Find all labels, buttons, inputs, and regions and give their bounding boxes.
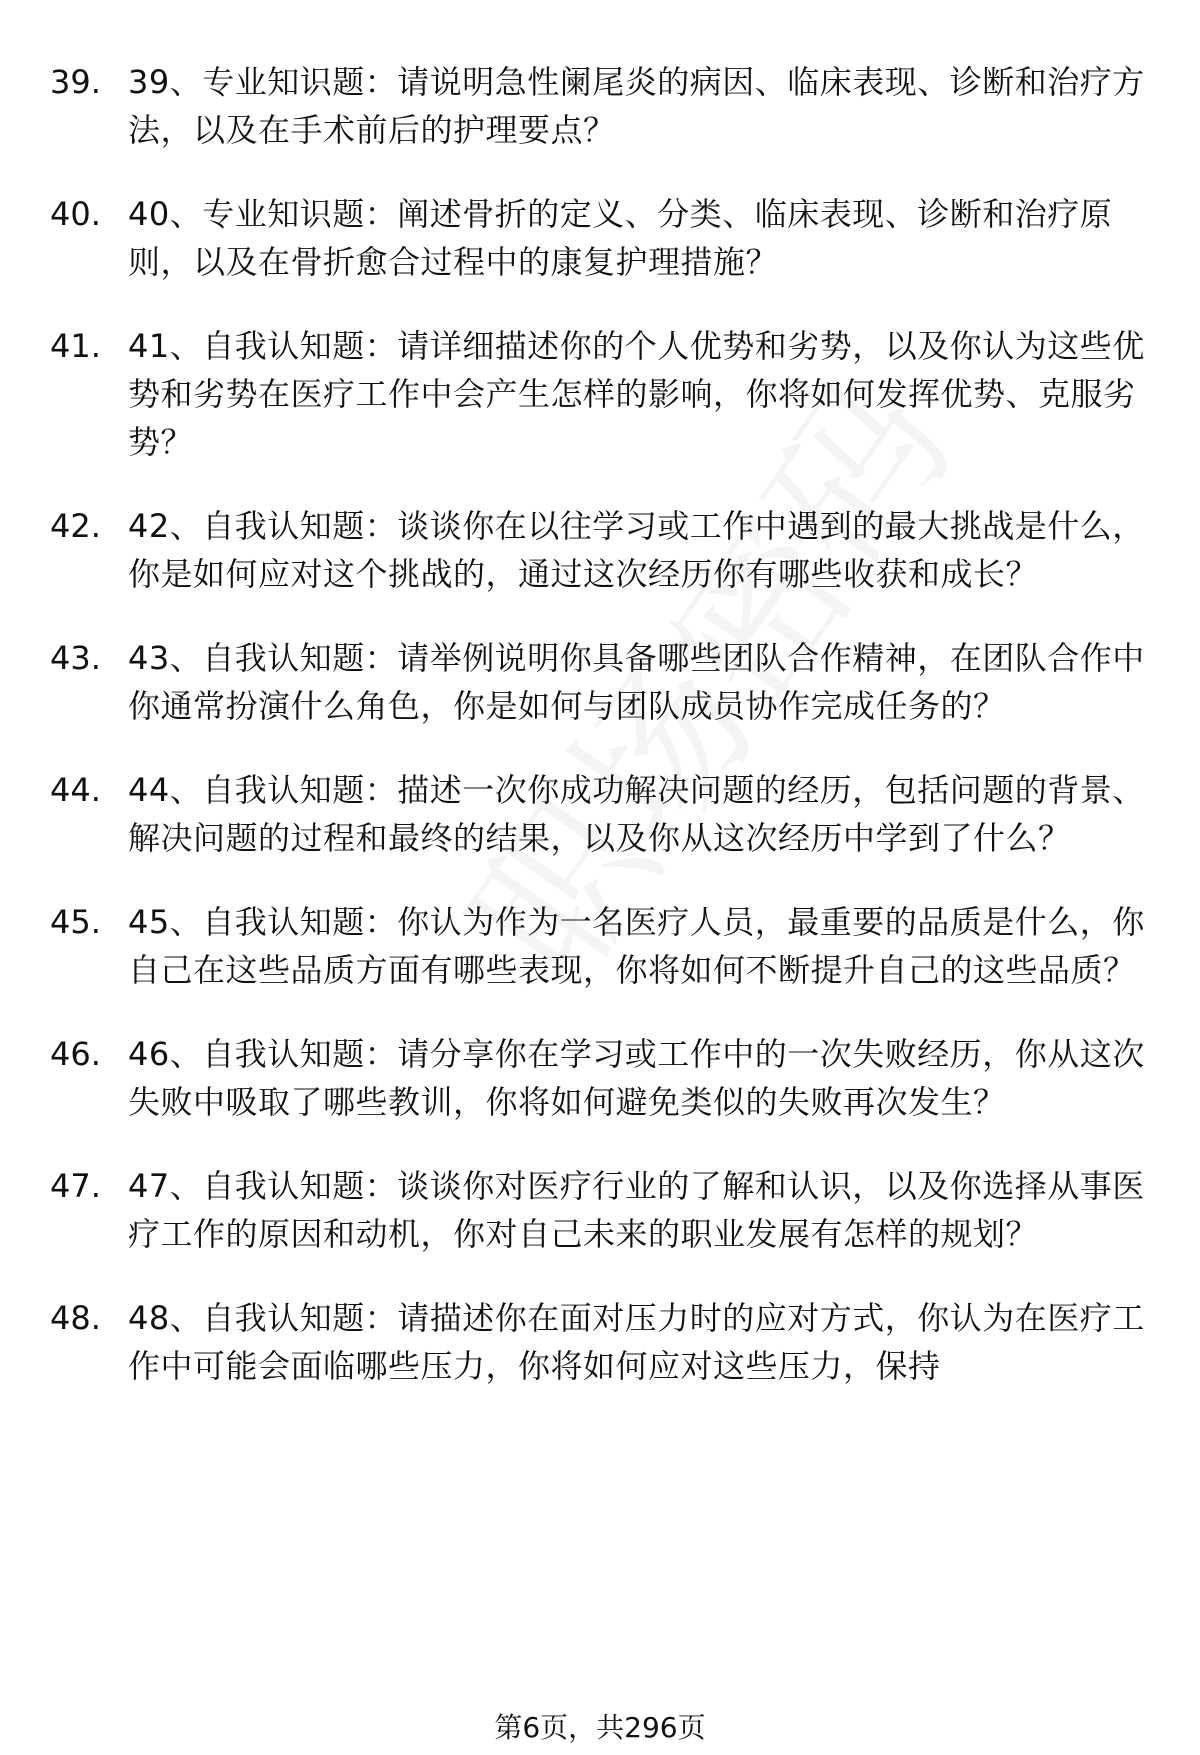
question-item: [0, 1294, 1200, 1390]
question-text: 43、自我认知题：请举例说明你具备哪些团队合作精神，在团队合作中你通常扮演什么角色，你是如何与团队成员协作完成任务的？: [128, 639, 1145, 725]
question-item: [0, 898, 1200, 994]
question-text: 46、自我认知题：请分享你在学习或工作中的一次失败经历，你从这次失败中吸取了哪些教训，你将如何避免类似的失败再次发生？: [128, 1035, 1145, 1121]
page-footer: 第6页，共296页: [494, 1711, 706, 1744]
question-number: 39.: [50, 63, 101, 101]
question-item: [0, 190, 1200, 286]
question-text: 40、专业知识题：阐述骨折的定义、分类、临床表现、诊断和治疗原则，以及在骨折愈合过程中的康复护理措施？: [128, 195, 1113, 281]
question-text: 47、自我认知题：谈谈你对医疗行业的了解和认识，以及你选择从事医疗工作的原因和动机，你对自己未来的职业发展有怎样的规划？: [128, 1167, 1145, 1253]
question-number: 44.: [50, 771, 101, 809]
question-number: 47.: [50, 1167, 101, 1205]
question-item: [0, 1162, 1200, 1258]
question-text: 48、自我认知题：请描述你在面对压力时的应对方式，你认为在医疗工作中可能会面临哪些压力，你将如何应对这些压力，保持: [128, 1299, 1145, 1385]
question-item: [0, 1030, 1200, 1126]
question-item: [0, 766, 1200, 862]
question-text: 39、专业知识题：请说明急性阑尾炎的病因、临床表现、诊断和治疗方法，以及在手术前后的护理要点？: [128, 63, 1145, 149]
question-text: 41、自我认知题：请详细描述你的个人优势和劣势，以及你认为这些优势和劣势在医疗工作中会产生怎样的影响，你将如何发挥优势、克服劣势？: [128, 327, 1145, 461]
question-text: 44、自我认知题：描述一次你成功解决问题的经历，包括问题的背景、解决问题的过程和最终的结果，以及你从这次经历中学到了什么？: [128, 771, 1145, 857]
question-number: 48.: [50, 1299, 101, 1337]
question-number: 43.: [50, 639, 101, 677]
question-text: 42、自我认知题：谈谈你在以往学习或工作中遇到的最大挑战是什么，你是如何应对这个挑战的，通过这次经历你有哪些收获和成长？: [128, 507, 1145, 593]
question-list: [0, 58, 1200, 1426]
question-number: 45.: [50, 903, 101, 941]
question-item: [0, 322, 1200, 466]
question-number: 40.: [50, 195, 101, 233]
question-text: 45、自我认知题：你认为作为一名医疗人员，最重要的品质是什么，你自己在这些品质方面有哪些表现，你将如何不断提升自己的这些品质？: [128, 903, 1145, 989]
question-item: [0, 58, 1200, 154]
question-item: [0, 634, 1200, 730]
question-number: 41.: [50, 327, 101, 365]
question-number: 42.: [50, 507, 101, 545]
question-number: 46.: [50, 1035, 101, 1073]
question-item: [0, 502, 1200, 598]
